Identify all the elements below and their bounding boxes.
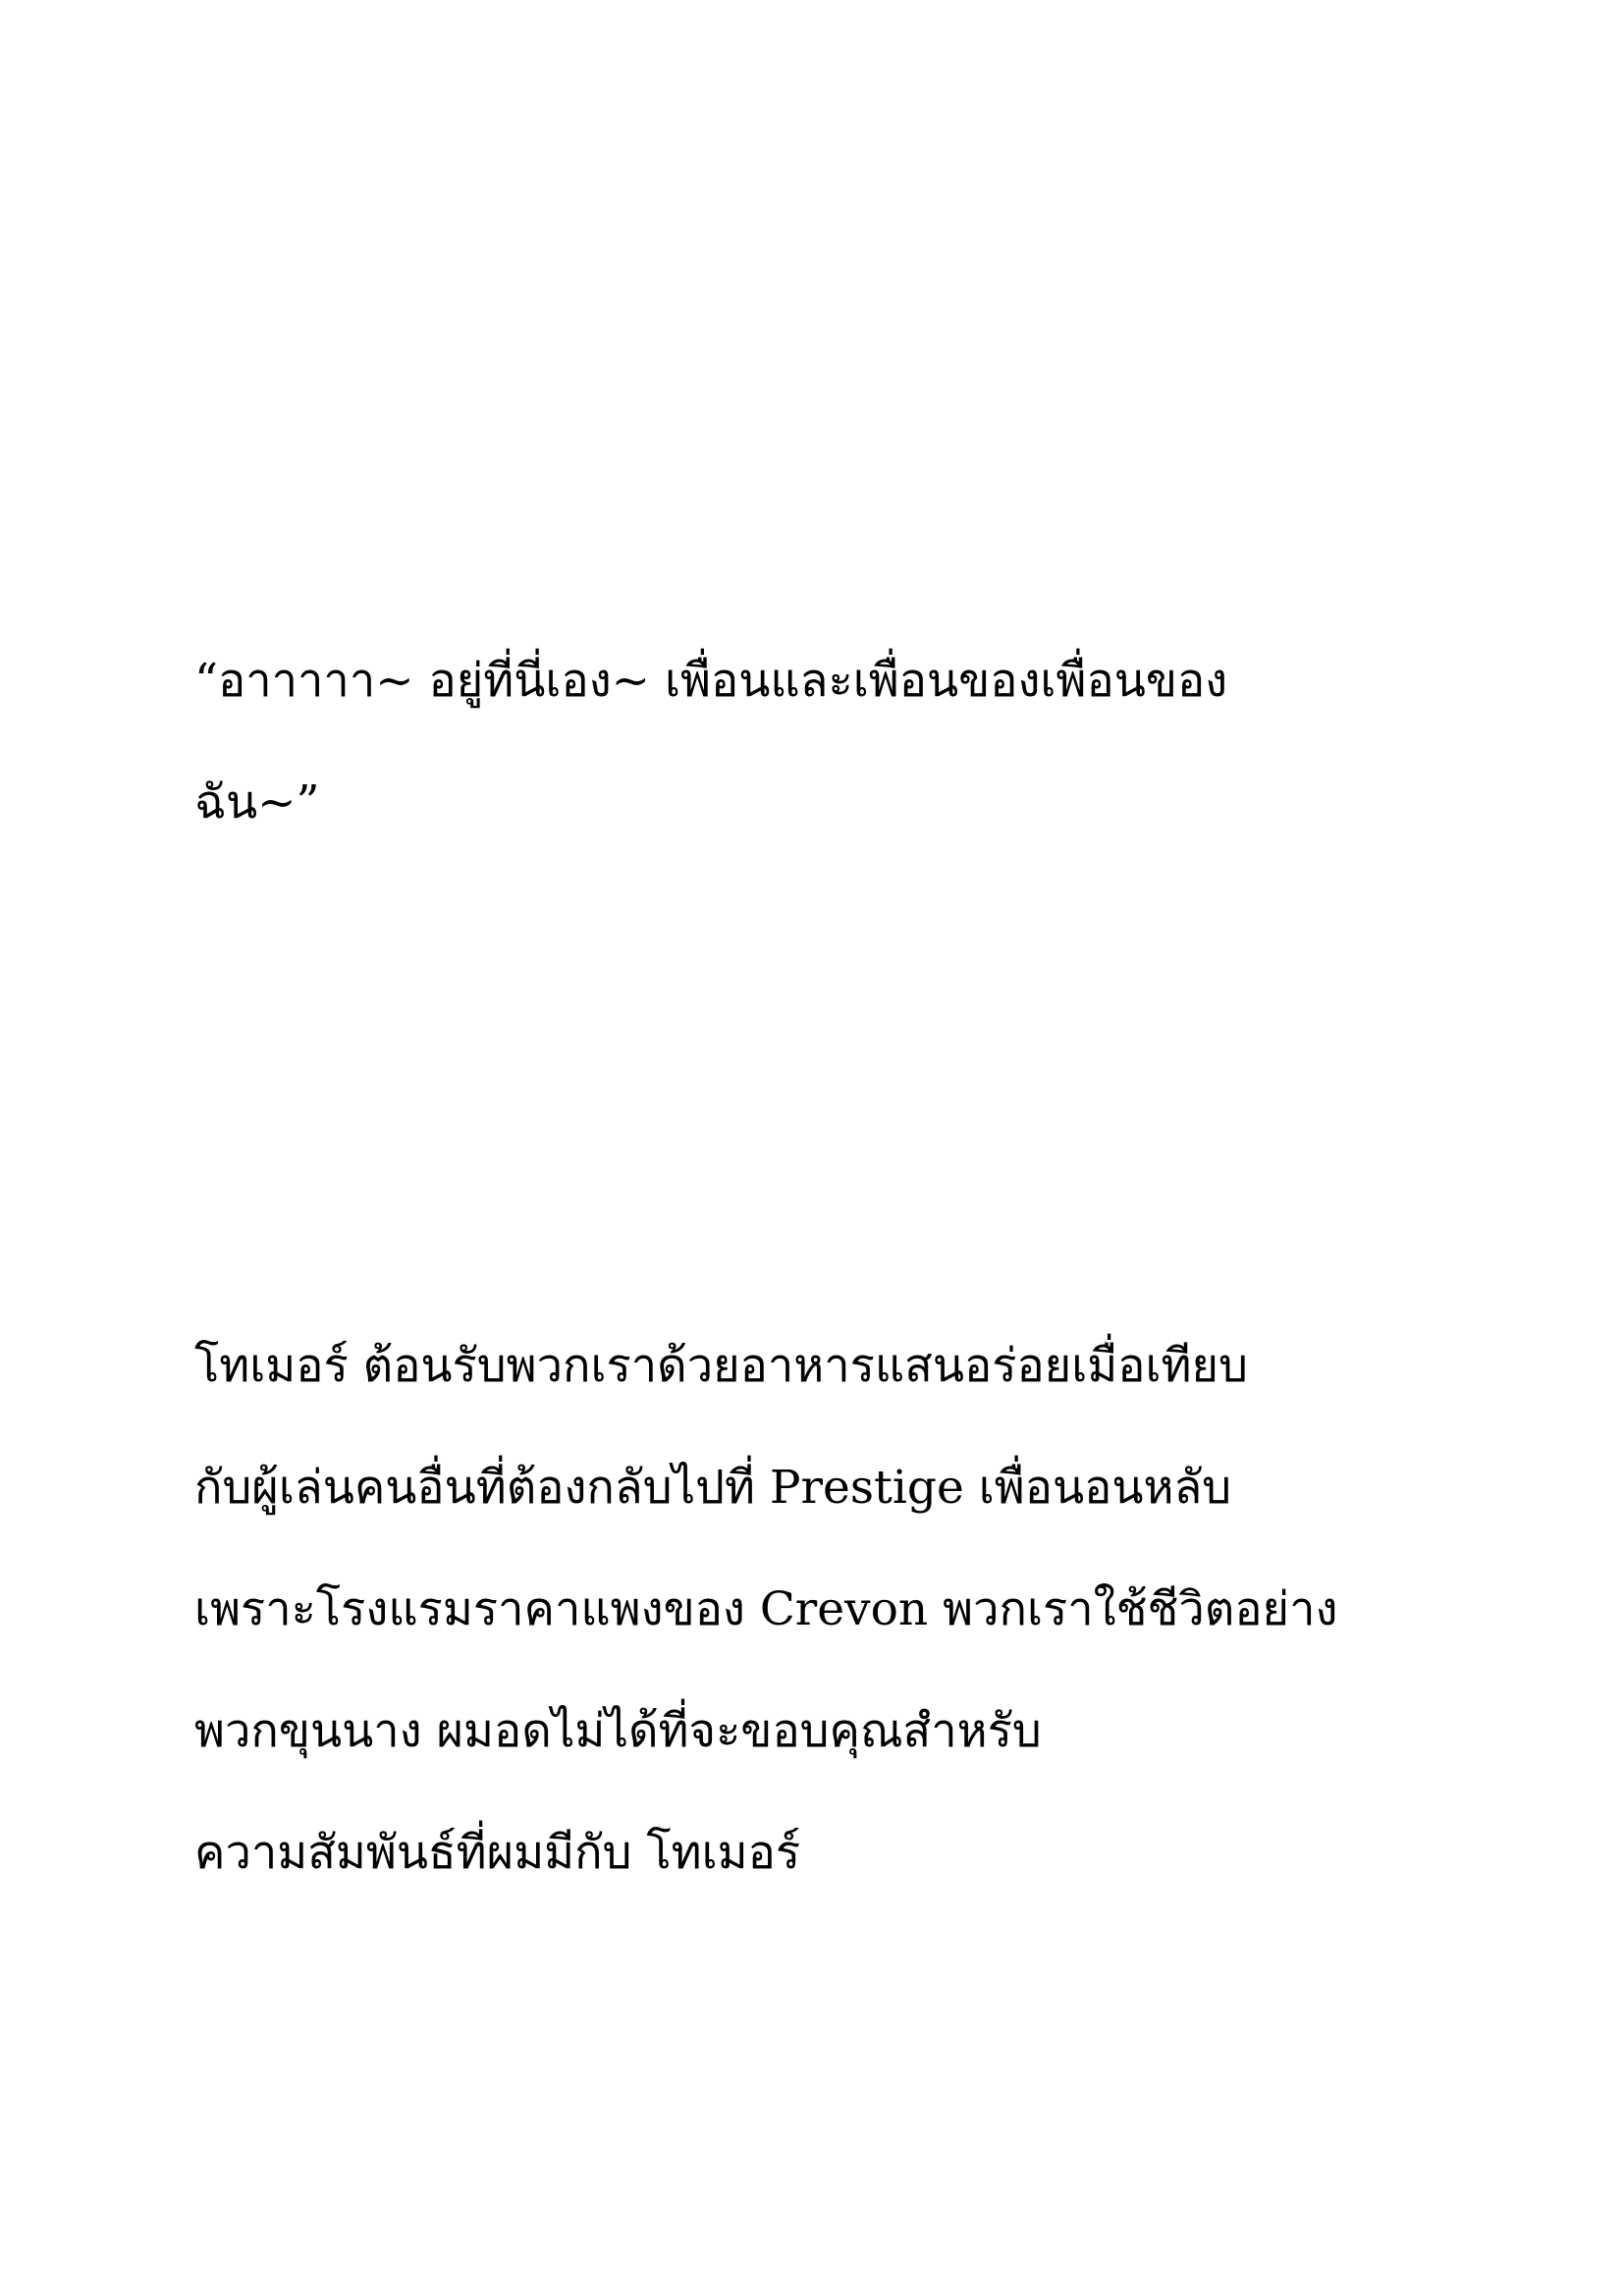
- dialogue-line-2: ฉัน~”: [194, 775, 320, 829]
- paragraph-line-2: กับผู้เล่นคนอื่นที่ต้องกลับไปที่ Prestige เพื่อนอนหลับ: [194, 1461, 1232, 1515]
- paragraph-line-4: พวกขุนนาง ผมอดไม่ได้ที่จะขอบคุณสำหรับ: [194, 1704, 1042, 1758]
- paragraph-line-1: โทเมอร์ ต้อนรับพวกเราด้วยอาหารแสนอร่อยเมื่อเทียบ: [194, 1339, 1248, 1393]
- paragraph-line-5: ความสัมพันธ์ที่ผมมีกับ โทเมอร์: [194, 1826, 801, 1880]
- dialogue-line-1: “อาาาาา~ อยู่ที่นี่เอง~ เพื่อนและเพื่อนของเพื่อนของ: [194, 654, 1228, 708]
- paragraph-line-3: เพราะโรงแรมราคาแพงของ Crevon พวกเราใช้ชีวิตอย่าง: [194, 1582, 1338, 1636]
